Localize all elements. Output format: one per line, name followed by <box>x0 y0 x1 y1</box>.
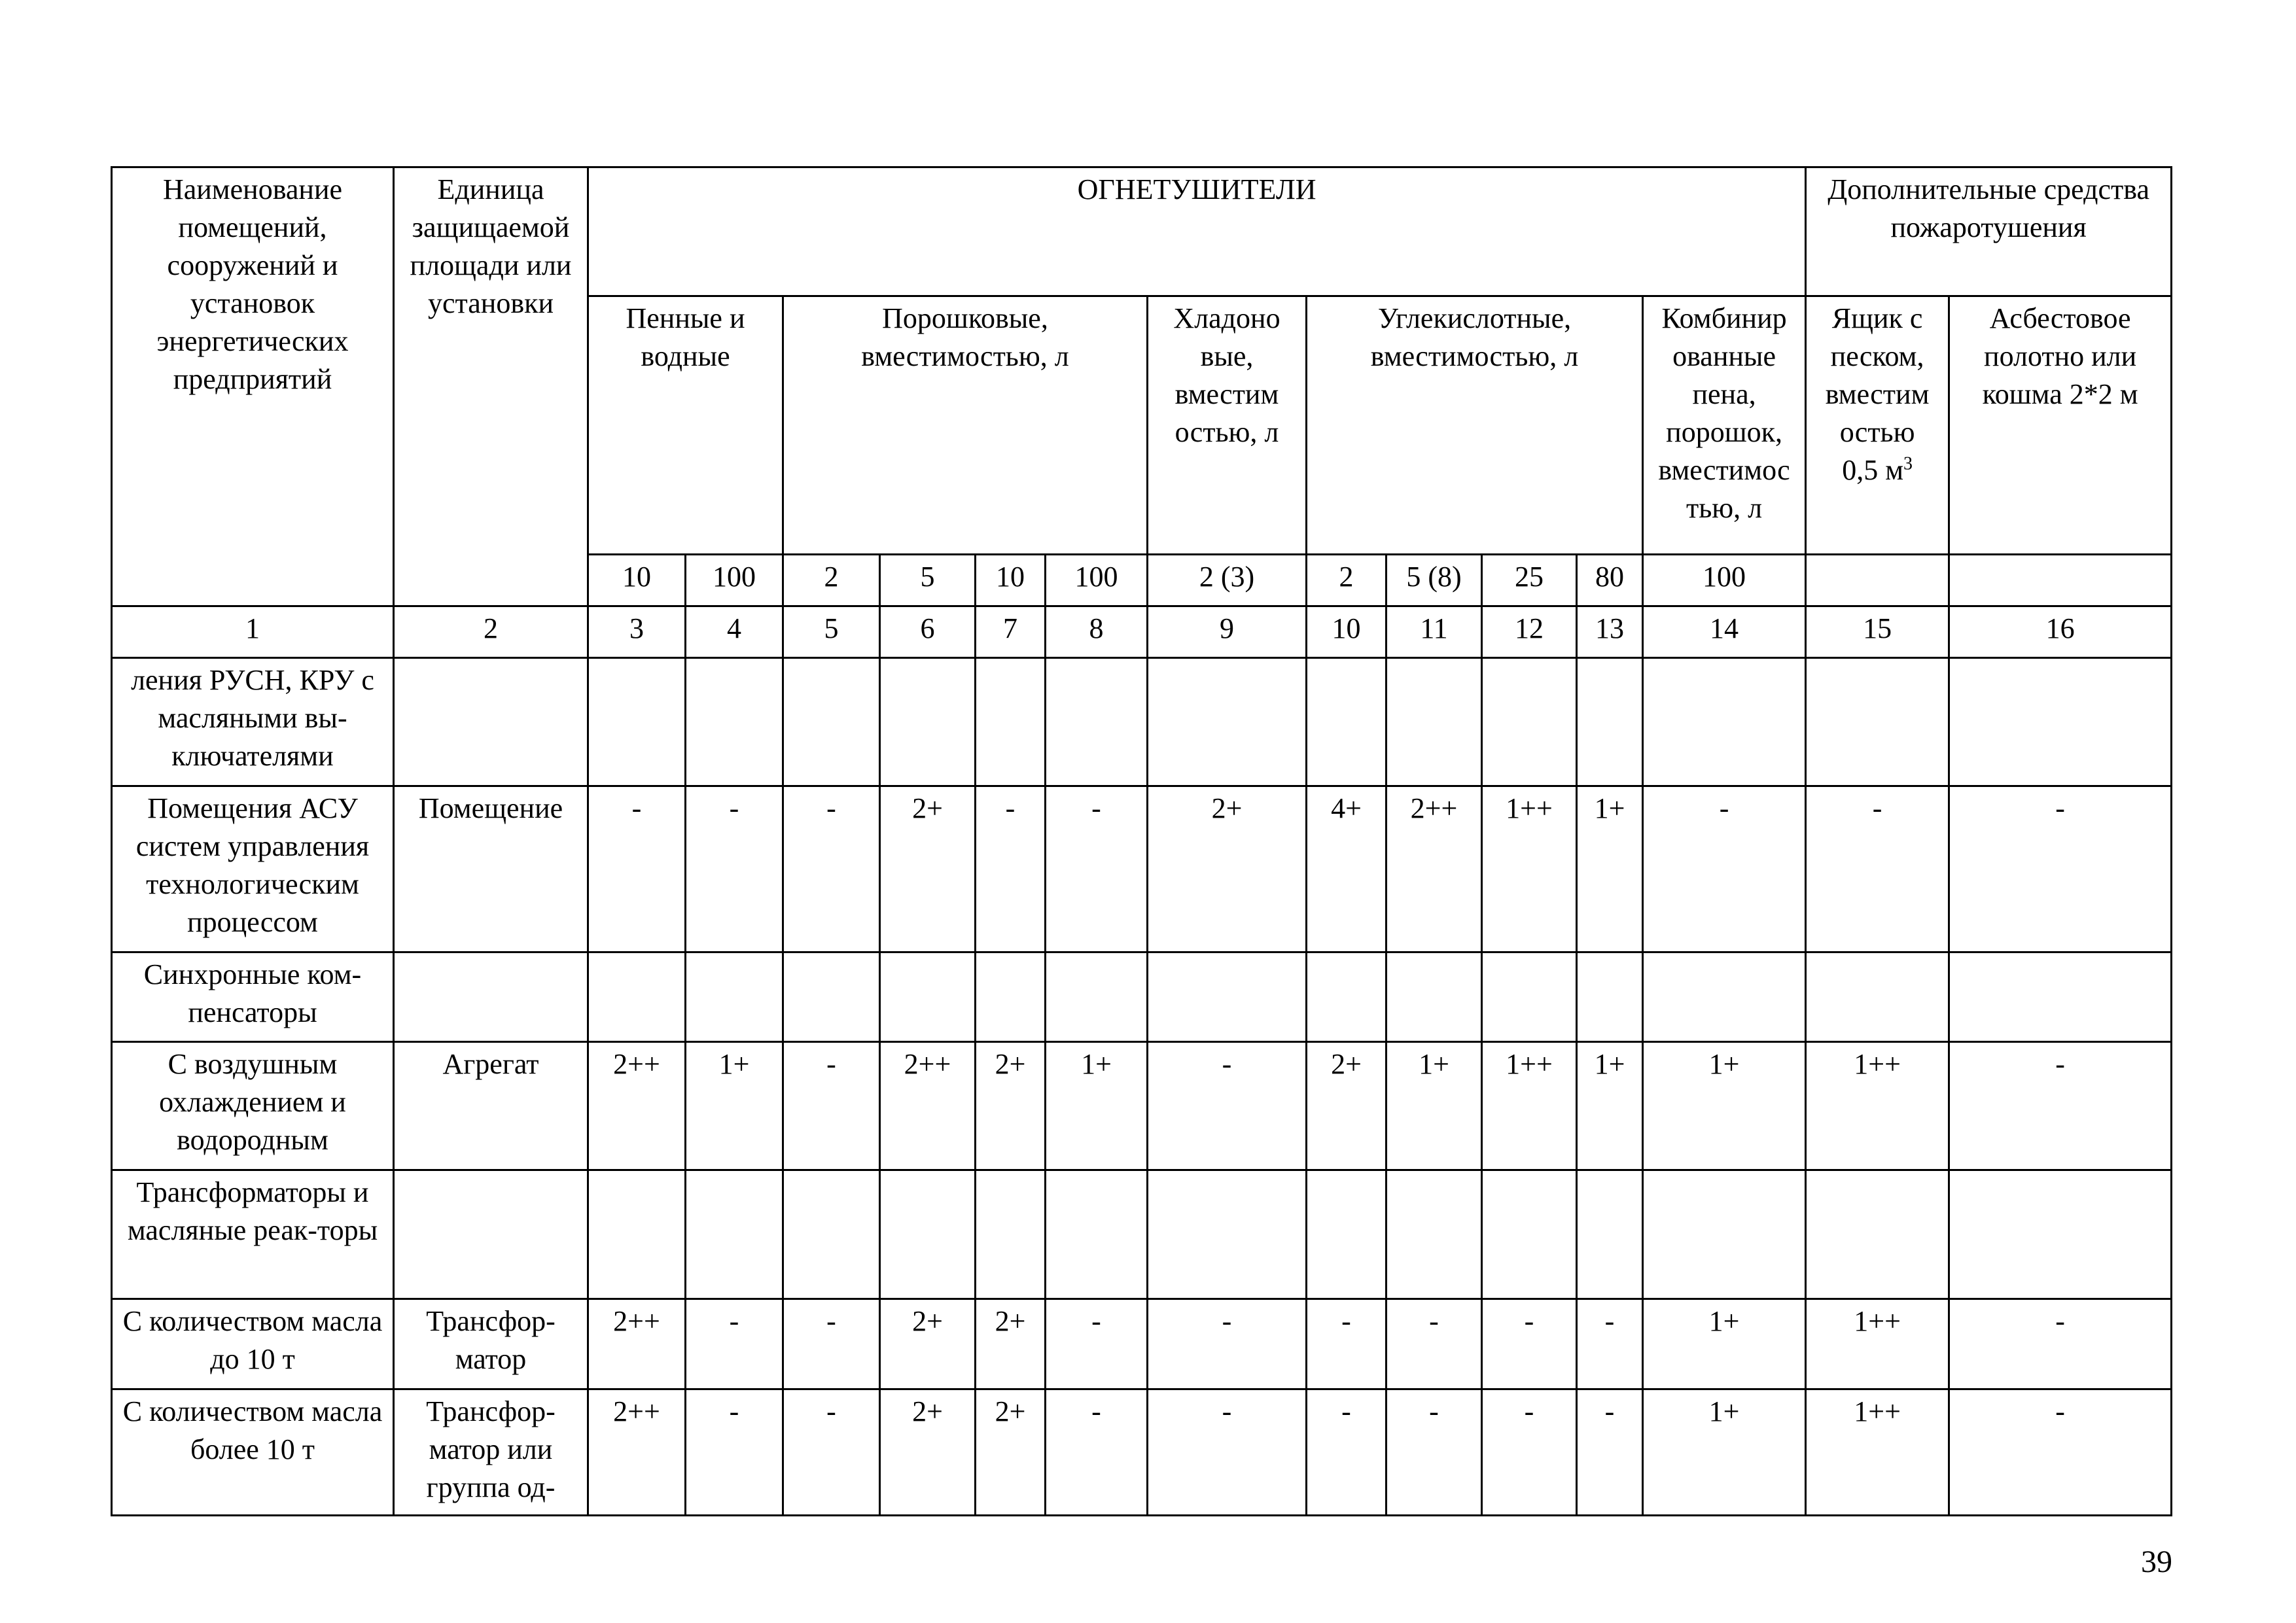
value-cell: 2++ <box>588 1042 686 1170</box>
value-cell <box>1046 658 1148 786</box>
header-freon: Хладоно вые, вместим остью, л <box>1148 296 1307 555</box>
value-cell: 1++ <box>1482 786 1577 952</box>
value-cell <box>686 952 783 1042</box>
value-cell: 1+ <box>1643 1299 1806 1389</box>
value-cell <box>1386 952 1482 1042</box>
value-cell <box>1148 952 1307 1042</box>
value-cell: 2+ <box>976 1042 1046 1170</box>
column-number: 16 <box>1949 606 2172 658</box>
header-unit: Единица защищаемой площади или установки <box>394 167 588 606</box>
table-row <box>112 1170 2172 1299</box>
row-unit <box>394 658 588 786</box>
page-number: 39 <box>2141 1544 2172 1579</box>
row-name: Синхронные ком-пенсаторы <box>112 952 394 1042</box>
capacity-cell-empty <box>1806 555 1949 606</box>
column-number: 11 <box>1386 606 1482 658</box>
table-row <box>112 952 2172 1042</box>
value-cell: 1+ <box>1386 1042 1482 1170</box>
value-cell <box>976 1170 1046 1299</box>
value-cell: - <box>1577 1389 1643 1516</box>
row-name: ления РУСН, КРУ с масляными вы-ключателями <box>112 658 394 786</box>
value-cell <box>1806 658 1949 786</box>
extinguisher-norms-table <box>111 166 2172 1516</box>
header-extinguishers: ОГНЕТУШИТЕЛИ <box>588 167 1806 296</box>
value-cell <box>1046 1170 1148 1299</box>
value-cell <box>1949 658 2172 786</box>
capacity-cell: 10 <box>976 555 1046 606</box>
column-number: 3 <box>588 606 686 658</box>
value-cell <box>1482 658 1577 786</box>
value-cell: 1++ <box>1806 1389 1949 1516</box>
value-cell: - <box>686 786 783 952</box>
value-cell: 1+ <box>686 1042 783 1170</box>
value-cell <box>976 952 1046 1042</box>
header-foam: Пенные и водные <box>588 296 783 555</box>
value-cell: - <box>783 1389 880 1516</box>
value-cell <box>1806 952 1949 1042</box>
capacity-cell: 10 <box>588 555 686 606</box>
value-cell <box>783 658 880 786</box>
value-cell <box>783 952 880 1042</box>
value-cell <box>880 952 976 1042</box>
table-row <box>112 658 2172 786</box>
value-cell: - <box>1949 786 2172 952</box>
column-number: 5 <box>783 606 880 658</box>
value-cell: 1+ <box>1643 1389 1806 1516</box>
column-number: 7 <box>976 606 1046 658</box>
value-cell: - <box>783 786 880 952</box>
table-row <box>112 786 2172 952</box>
column-number: 14 <box>1643 606 1806 658</box>
value-cell: - <box>1386 1389 1482 1516</box>
value-cell: - <box>783 1299 880 1389</box>
value-cell <box>1482 952 1577 1042</box>
value-cell: 1++ <box>1806 1299 1949 1389</box>
value-cell <box>1307 952 1386 1042</box>
capacity-cell-empty <box>1949 555 2172 606</box>
table-row <box>112 1042 2172 1170</box>
capacity-cell: 2 (3) <box>1148 555 1307 606</box>
capacity-cell: 100 <box>686 555 783 606</box>
value-cell: 1+ <box>1046 1042 1148 1170</box>
row-unit: Помещение <box>394 786 588 952</box>
value-cell: - <box>783 1042 880 1170</box>
value-cell <box>1806 1170 1949 1299</box>
value-cell: 2+ <box>976 1299 1046 1389</box>
value-cell <box>1386 658 1482 786</box>
value-cell <box>1046 952 1148 1042</box>
value-cell: 2+ <box>880 1389 976 1516</box>
value-cell <box>686 1170 783 1299</box>
column-number: 15 <box>1806 606 1949 658</box>
value-cell: - <box>1148 1299 1307 1389</box>
value-cell: 1+ <box>1577 786 1643 952</box>
value-cell: - <box>976 786 1046 952</box>
value-cell: 2+ <box>880 1299 976 1389</box>
value-cell: - <box>1643 786 1806 952</box>
value-cell: 2+ <box>880 786 976 952</box>
header-powder: Порошковые, вместимостью, л <box>783 296 1148 555</box>
capacity-cell: 80 <box>1577 555 1643 606</box>
header-additional: Дополнительные средства пожаротушения <box>1806 167 2172 296</box>
value-cell <box>588 952 686 1042</box>
value-cell: - <box>1949 1389 2172 1516</box>
sand-volume: 0,5 м <box>1842 454 1904 486</box>
row-unit <box>394 952 588 1042</box>
table-body <box>112 658 2172 1516</box>
capacity-cell: 100 <box>1046 555 1148 606</box>
value-cell <box>880 1170 976 1299</box>
value-cell <box>1949 952 2172 1042</box>
value-cell: - <box>686 1299 783 1389</box>
value-cell: - <box>1148 1389 1307 1516</box>
value-cell <box>1307 1170 1386 1299</box>
value-cell: - <box>588 786 686 952</box>
value-cell: - <box>1307 1389 1386 1516</box>
row-unit: Агрегат <box>394 1042 588 1170</box>
header-name: Наименование помещений, сооружений и установок энергетических предприятий <box>112 167 394 606</box>
value-cell <box>588 1170 686 1299</box>
value-cell <box>588 658 686 786</box>
value-cell <box>1577 952 1643 1042</box>
value-cell: - <box>1046 786 1148 952</box>
row-name: Трансформаторы и масляные реак-торы <box>112 1170 394 1299</box>
value-cell: - <box>1307 1299 1386 1389</box>
header-blanket: Асбестовое полотно или кошма 2*2 м <box>1949 296 2172 555</box>
value-cell: 4+ <box>1307 786 1386 952</box>
column-number: 2 <box>394 606 588 658</box>
row-name: С количеством масла до 10 т <box>112 1299 394 1389</box>
capacity-cell: 100 <box>1643 555 1806 606</box>
value-cell <box>1482 1170 1577 1299</box>
capacity-cell: 5 (8) <box>1386 555 1482 606</box>
column-number: 1 <box>112 606 394 658</box>
value-cell: 1++ <box>1482 1042 1577 1170</box>
value-cell: 1+ <box>1643 1042 1806 1170</box>
value-cell <box>976 658 1046 786</box>
capacity-cell: 5 <box>880 555 976 606</box>
value-cell <box>1949 1170 2172 1299</box>
value-cell: 2++ <box>1386 786 1482 952</box>
capacity-cell: 2 <box>783 555 880 606</box>
sand-box-label: Ящик с песком, вместим остью <box>1825 302 1930 448</box>
capacity-cell: 25 <box>1482 555 1577 606</box>
value-cell: 2+ <box>1307 1042 1386 1170</box>
value-cell <box>1643 952 1806 1042</box>
value-cell: - <box>1806 786 1949 952</box>
value-cell: 2+ <box>1148 786 1307 952</box>
table-row <box>112 1389 2172 1516</box>
row-name: С воздушным охлаждением и водородным <box>112 1042 394 1170</box>
value-cell <box>1643 1170 1806 1299</box>
value-cell <box>1643 658 1806 786</box>
value-cell: - <box>1949 1042 2172 1170</box>
value-cell <box>686 658 783 786</box>
value-cell: 2++ <box>880 1042 976 1170</box>
value-cell: - <box>1046 1299 1148 1389</box>
value-cell: - <box>1949 1299 2172 1389</box>
row-name: С количеством масла более 10 т <box>112 1389 394 1516</box>
column-number: 13 <box>1577 606 1643 658</box>
value-cell: - <box>1148 1042 1307 1170</box>
value-cell <box>1577 658 1643 786</box>
sand-volume-sup: 3 <box>1903 453 1913 474</box>
row-unit: Трансфор-матор или группа од- <box>394 1389 588 1516</box>
value-cell: - <box>1482 1299 1577 1389</box>
column-number: 10 <box>1307 606 1386 658</box>
value-cell: 2++ <box>588 1389 686 1516</box>
header-co2: Углекислотные, вместимостью, л <box>1307 296 1643 555</box>
value-cell: - <box>686 1389 783 1516</box>
column-number: 12 <box>1482 606 1577 658</box>
row-unit <box>394 1170 588 1299</box>
value-cell: 2+ <box>976 1389 1046 1516</box>
value-cell <box>783 1170 880 1299</box>
value-cell: - <box>1046 1389 1148 1516</box>
value-cell: - <box>1577 1299 1643 1389</box>
value-cell: - <box>1482 1389 1577 1516</box>
column-number: 8 <box>1046 606 1148 658</box>
value-cell: 1+ <box>1577 1042 1643 1170</box>
table-row <box>112 1299 2172 1389</box>
value-cell <box>880 658 976 786</box>
value-cell <box>1148 658 1307 786</box>
header-combined: Комбинир ованные пена, порошок, вместимос тью, л <box>1643 296 1806 555</box>
value-cell: - <box>1386 1299 1482 1389</box>
row-name: Помещения АСУ систем управления технологическим процессом <box>112 786 394 952</box>
column-number: 9 <box>1148 606 1307 658</box>
column-number: 6 <box>880 606 976 658</box>
header-sand-box <box>1806 296 1949 555</box>
value-cell <box>1386 1170 1482 1299</box>
value-cell <box>1577 1170 1643 1299</box>
value-cell: 1++ <box>1806 1042 1949 1170</box>
value-cell: 2++ <box>588 1299 686 1389</box>
row-unit: Трансфор-матор <box>394 1299 588 1389</box>
value-cell <box>1307 658 1386 786</box>
column-number: 4 <box>686 606 783 658</box>
value-cell <box>1148 1170 1307 1299</box>
capacity-cell: 2 <box>1307 555 1386 606</box>
